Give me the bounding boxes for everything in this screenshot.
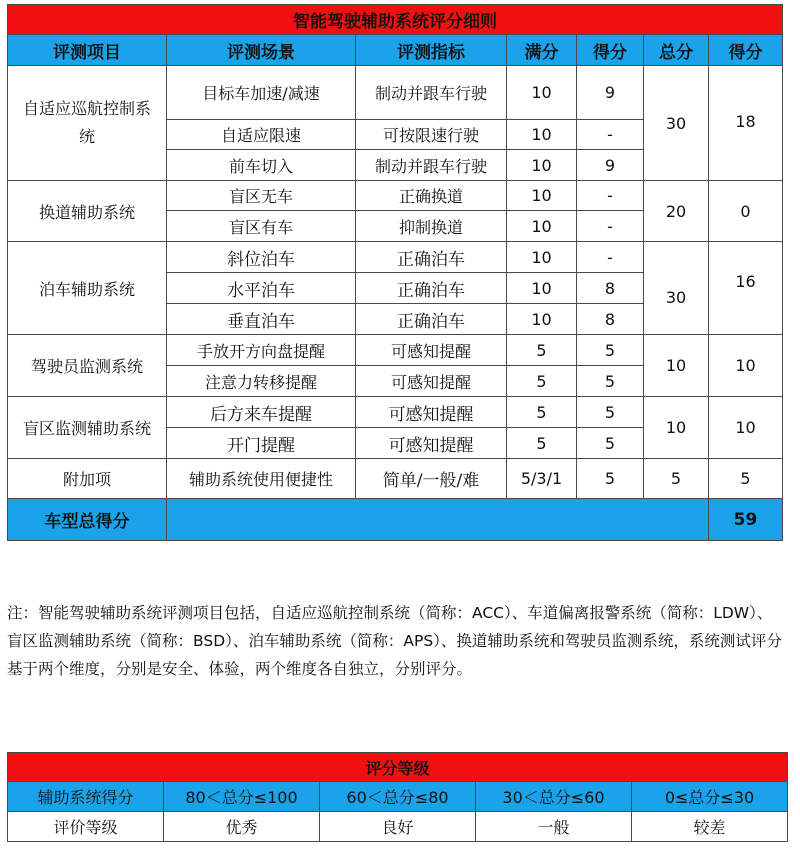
got-score-cell: 5 xyxy=(577,428,644,459)
metric-cell: 可感知提醒 xyxy=(356,428,507,459)
header-got-score: 得分 xyxy=(577,35,644,66)
group-score-cell: 18 xyxy=(709,66,783,181)
category-cell: 自适应巡航控制系统 xyxy=(8,66,167,181)
score-table xyxy=(7,4,783,541)
full-score-cell: 5/3/1 xyxy=(507,459,577,499)
full-score-cell: 10 xyxy=(507,120,577,150)
scene-cell: 垂直泊车 xyxy=(167,304,356,335)
full-score-cell: 5 xyxy=(507,335,577,366)
got-score-cell: 8 xyxy=(577,273,644,304)
got-score-cell: - xyxy=(577,181,644,211)
full-score-cell: 10 xyxy=(507,211,577,242)
grade-cell: 良好 xyxy=(320,812,476,842)
got-score-cell: 8 xyxy=(577,304,644,335)
scene-cell: 前车切入 xyxy=(167,150,356,181)
got-score-cell: - xyxy=(577,242,644,273)
metric-cell: 正确泊车 xyxy=(356,242,507,273)
full-score-cell: 10 xyxy=(507,66,577,120)
metric-cell: 正确泊车 xyxy=(356,304,507,335)
metric-cell: 制动并跟车行驶 xyxy=(356,66,507,120)
group-score-cell: 16 xyxy=(709,242,783,335)
header-group-score: 得分 xyxy=(709,35,783,66)
metric-cell: 简单/一般/难 xyxy=(356,459,507,499)
category-cell: 附加项 xyxy=(8,459,167,499)
got-score-cell: 9 xyxy=(577,66,644,120)
header-item: 评测项目 xyxy=(8,35,167,66)
metric-cell: 正确换道 xyxy=(356,181,507,211)
full-score-cell: 5 xyxy=(507,428,577,459)
metric-cell: 可感知提醒 xyxy=(356,335,507,366)
scene-cell: 自适应限速 xyxy=(167,120,356,150)
total-value: 59 xyxy=(709,499,783,541)
scene-cell: 辅助系统使用便捷性 xyxy=(167,459,356,499)
group-total-cell: 30 xyxy=(644,66,709,181)
group-total-cell: 5 xyxy=(644,459,709,499)
scene-cell: 后方来车提醒 xyxy=(167,397,356,428)
group-score-cell: 5 xyxy=(709,459,783,499)
metric-cell: 抑制换道 xyxy=(356,211,507,242)
scene-cell: 盲区有车 xyxy=(167,211,356,242)
full-score-cell: 10 xyxy=(507,242,577,273)
total-label: 车型总得分 xyxy=(8,499,167,541)
category-cell: 盲区监测辅助系统 xyxy=(8,397,167,459)
got-score-cell: 5 xyxy=(577,397,644,428)
scene-cell: 开门提醒 xyxy=(167,428,356,459)
grade-cell: 一般 xyxy=(476,812,632,842)
group-total-cell: 10 xyxy=(644,397,709,459)
full-score-cell: 10 xyxy=(507,181,577,211)
scene-cell: 水平泊车 xyxy=(167,273,356,304)
grade-label: 评价等级 xyxy=(8,812,164,842)
grade-table xyxy=(7,752,788,842)
full-score-cell: 10 xyxy=(507,304,577,335)
category-cell: 驾驶员监测系统 xyxy=(8,335,167,397)
scene-cell: 斜位泊车 xyxy=(167,242,356,273)
metric-cell: 可按限速行驶 xyxy=(356,120,507,150)
group-score-cell: 10 xyxy=(709,335,783,397)
grade-cell: 较差 xyxy=(632,812,788,842)
group-total-cell: 10 xyxy=(644,335,709,397)
range-cell: 30＜总分≤60 xyxy=(476,782,632,812)
metric-cell: 可感知提醒 xyxy=(356,366,507,397)
header-total: 总分 xyxy=(644,35,709,66)
category-cell: 泊车辅助系统 xyxy=(8,242,167,335)
score-label: 辅助系统得分 xyxy=(8,782,164,812)
range-cell: 60＜总分≤80 xyxy=(320,782,476,812)
scene-cell: 手放开方向盘提醒 xyxy=(167,335,356,366)
group-total-cell: 30 xyxy=(644,242,709,335)
metric-cell: 可感知提醒 xyxy=(356,397,507,428)
full-score-cell: 10 xyxy=(507,273,577,304)
grade-table-title: 评分等级 xyxy=(8,753,788,782)
scene-cell: 目标车加速/减速 xyxy=(167,66,356,120)
grade-cell: 优秀 xyxy=(164,812,320,842)
score-table-title: 智能驾驶辅助系统评分细则 xyxy=(8,5,783,35)
header-full-score: 满分 xyxy=(507,35,577,66)
got-score-cell: 5 xyxy=(577,335,644,366)
category-cell: 换道辅助系统 xyxy=(8,181,167,242)
metric-cell: 制动并跟车行驶 xyxy=(356,150,507,181)
group-score-cell: 10 xyxy=(709,397,783,459)
header-metric: 评测指标 xyxy=(356,35,507,66)
got-score-cell: 5 xyxy=(577,366,644,397)
got-score-cell: 5 xyxy=(577,459,644,499)
full-score-cell: 5 xyxy=(507,397,577,428)
got-score-cell: - xyxy=(577,211,644,242)
got-score-cell: 9 xyxy=(577,150,644,181)
scene-cell: 注意力转移提醒 xyxy=(167,366,356,397)
header-scene: 评测场景 xyxy=(167,35,356,66)
group-score-cell: 0 xyxy=(709,181,783,242)
group-total-cell: 20 xyxy=(644,181,709,242)
full-score-cell: 10 xyxy=(507,150,577,181)
note-text: 注：智能驾驶辅助系统评测项目包括，自适应巡航控制系统（简称：ACC）、车道偏离报警系统（简称：LDW）、盲区监测辅助系统（简称：BSD）、泊车辅助系统（简称：APS）、换道辅助系统和驾驶员监测系统，系统测试评分基于两个维度，分别是安全、体验，两个维度各自独立，分别评分。 xyxy=(7,604,782,678)
range-cell: 0≤总分≤30 xyxy=(632,782,788,812)
full-score-cell: 5 xyxy=(507,366,577,397)
metric-cell: 正确泊车 xyxy=(356,273,507,304)
scene-cell: 盲区无车 xyxy=(167,181,356,211)
total-blank xyxy=(167,499,709,541)
got-score-cell: - xyxy=(577,120,644,150)
range-cell: 80＜总分≤100 xyxy=(164,782,320,812)
